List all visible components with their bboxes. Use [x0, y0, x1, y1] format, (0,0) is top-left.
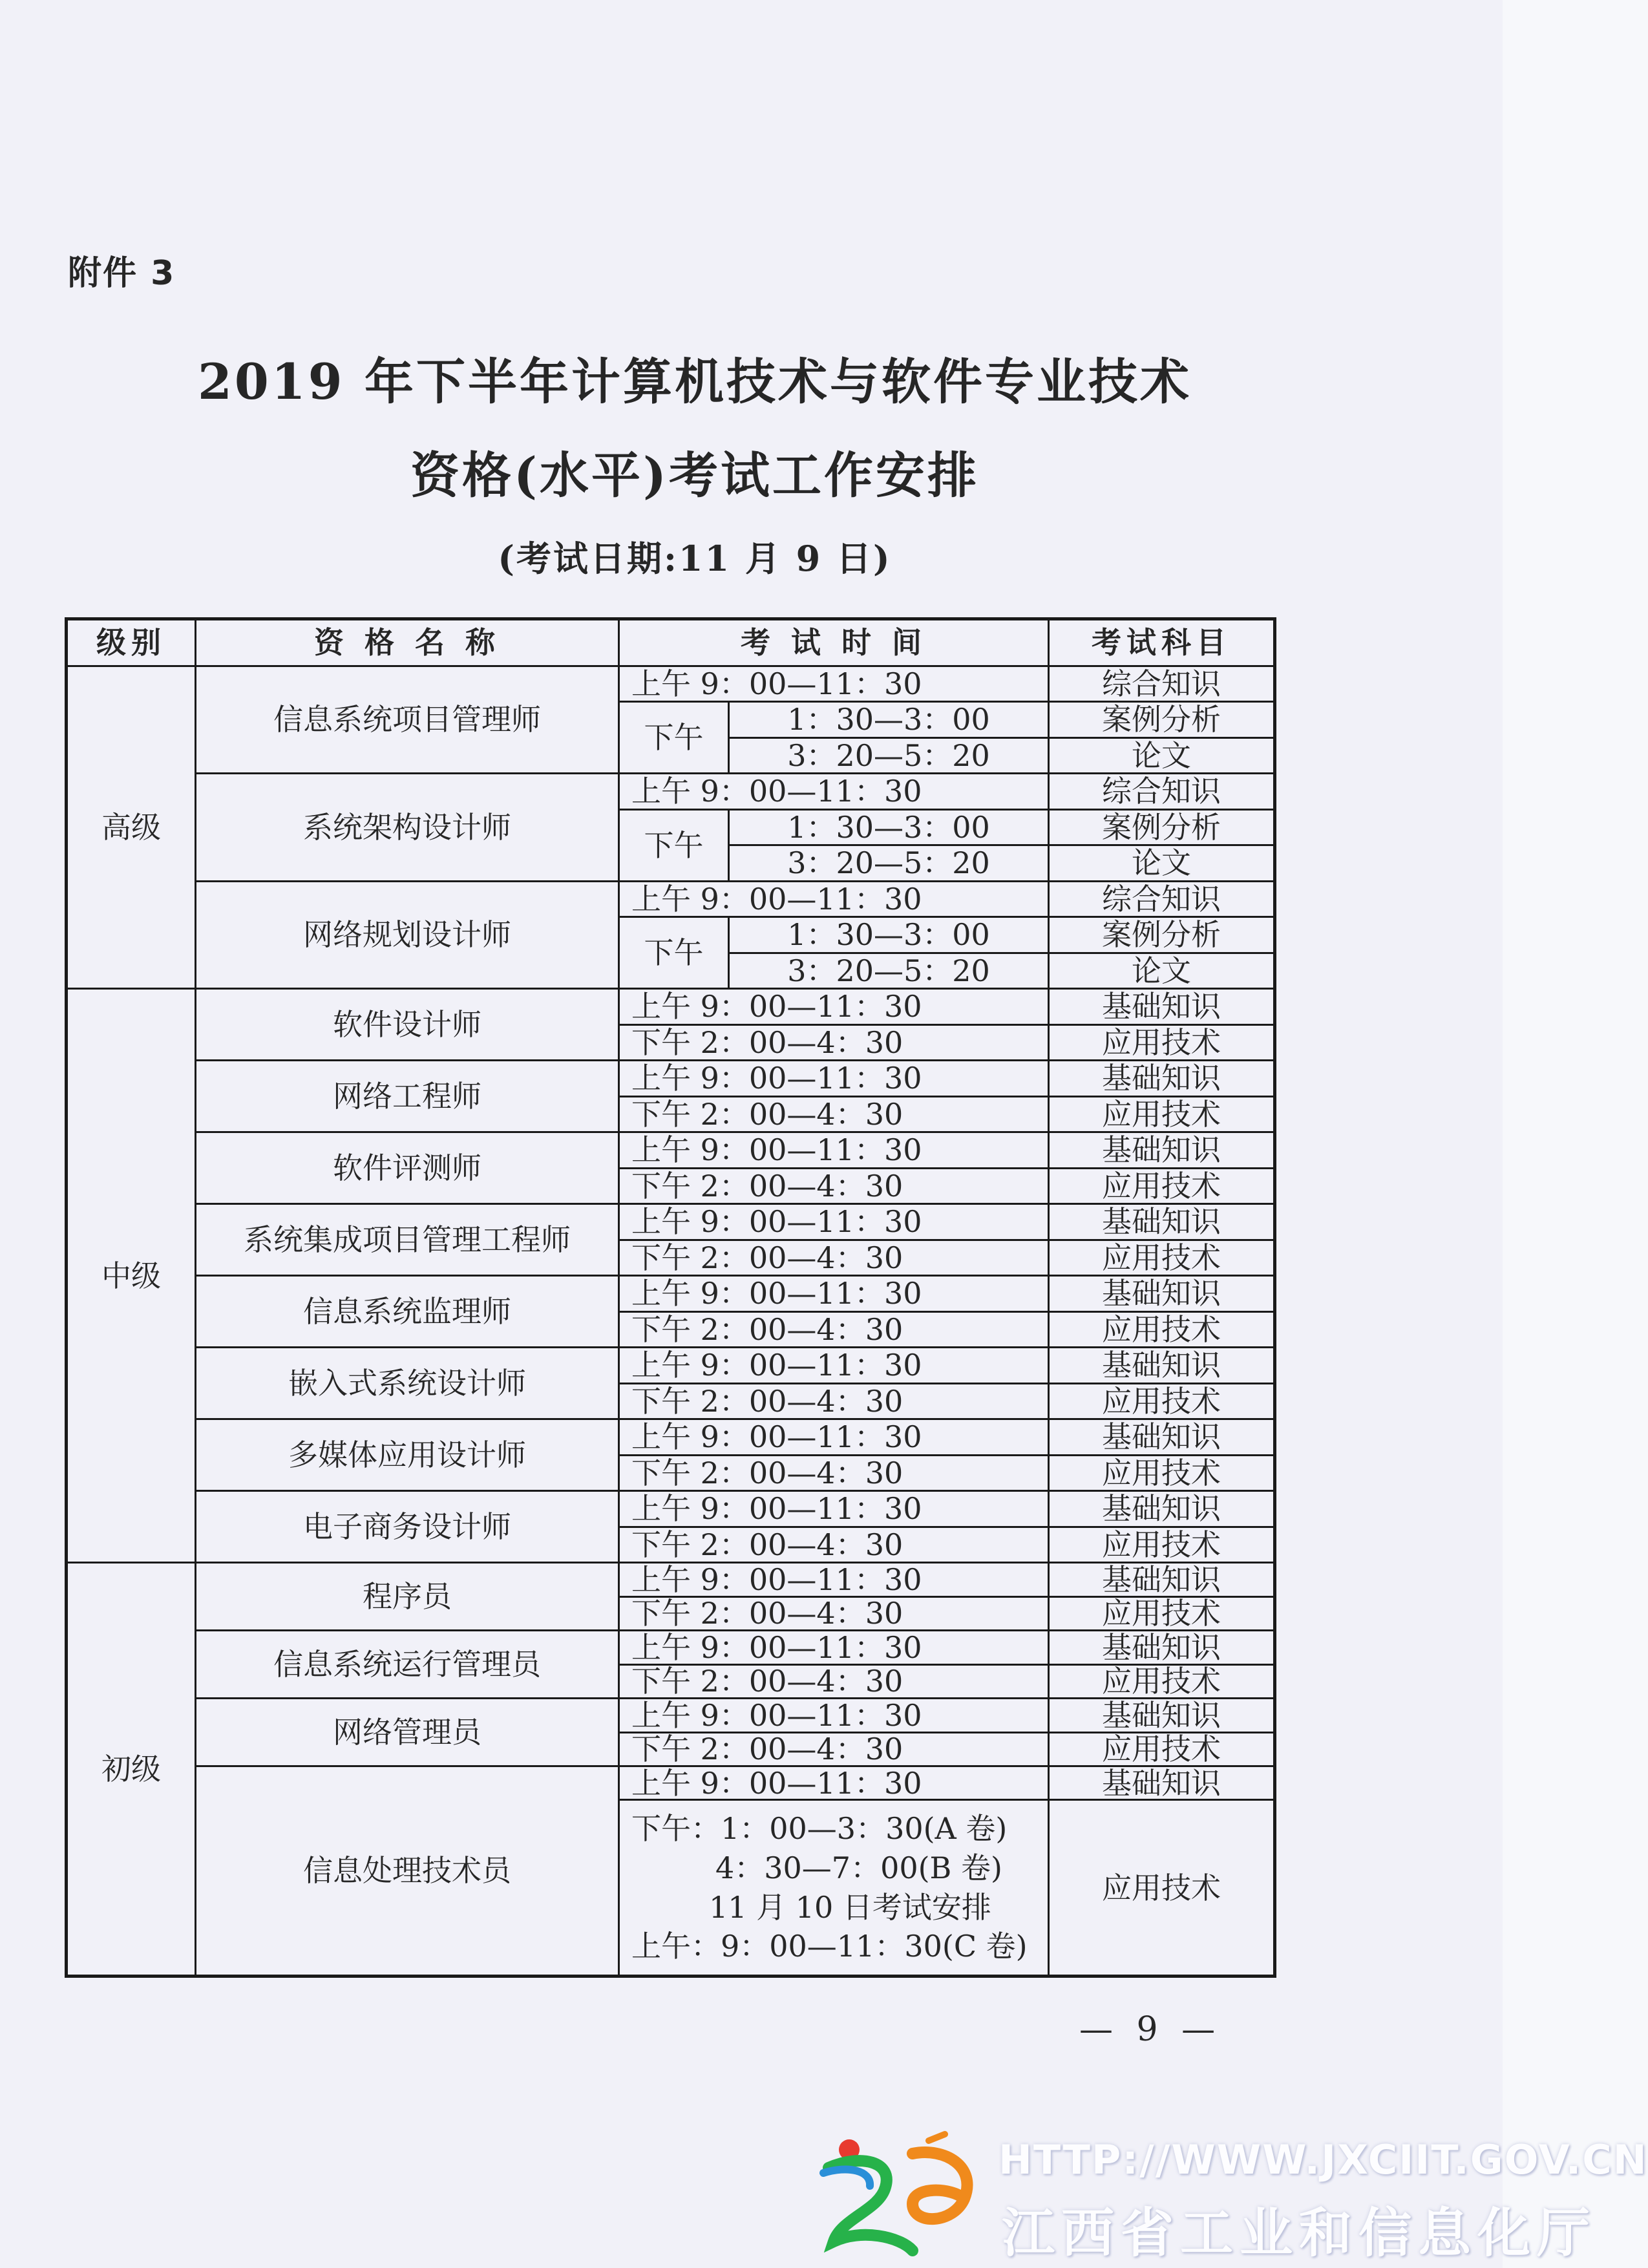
am-session-time: 上午 9：00—11：30	[619, 1491, 1049, 1527]
document-title-line-2: 资格(水平)考试工作安排	[410, 447, 979, 504]
level-intermediate: 中级	[67, 989, 196, 1563]
pm-session-time: 下午 2：00—4：30	[619, 1527, 1049, 1563]
am-subject: 基础知识	[1049, 1204, 1275, 1240]
pm-session-time: 下午 2：00—4：30	[619, 1455, 1049, 1491]
am-subject: 综合知识	[1049, 881, 1275, 917]
pm-session-2-time: 3：20—5：20	[729, 845, 1049, 882]
pm-session-2-time: 3：20—5：20	[729, 737, 1049, 774]
pm-subject: 应用技术	[1049, 1732, 1275, 1766]
am-subject: 基础知识	[1049, 1563, 1275, 1596]
header-exam-time: 考 试 时 间	[619, 619, 1049, 666]
header-level: 级别	[67, 619, 196, 666]
pm-schedule-line: 11 月 10 日考试安排	[709, 1889, 991, 1925]
jxciit-logo-icon	[816, 2128, 990, 2257]
pm-subject-2: 论文	[1049, 953, 1275, 989]
am-subject: 基础知识	[1049, 1491, 1275, 1527]
qualification-name: 电子商务设计师	[196, 1491, 619, 1563]
table-row	[67, 1491, 1275, 1527]
pm-subject: 应用技术	[1049, 1455, 1275, 1491]
pm-session-time: 下午 2：00—4：30	[619, 1024, 1049, 1061]
pm-subject: 应用技术	[1049, 1311, 1275, 1348]
am-session-time: 上午 9：00—11：30	[619, 1699, 1049, 1732]
table-row	[67, 1563, 1275, 1596]
watermark-url: HTTP://WWW.JXCIIT.GOV.CN	[998, 2136, 1648, 2183]
watermark-organization: 江西省工业和信息化厅	[1002, 2203, 1597, 2264]
table-row	[67, 1348, 1275, 1384]
am-session-time: 上午 9：00—11：30	[619, 1061, 1049, 1097]
level-senior: 高级	[67, 666, 196, 989]
pm-subject: 应用技术	[1049, 1383, 1275, 1419]
table-row	[67, 989, 1275, 1025]
am-subject: 综合知识	[1049, 774, 1275, 810]
am-subject: 基础知识	[1049, 1276, 1275, 1312]
table-row	[67, 1631, 1275, 1664]
pm-subject-2: 论文	[1049, 737, 1275, 774]
pm-session-time: 下午 2：00—4：30	[619, 1168, 1049, 1204]
pm-subject: 应用技术	[1049, 1664, 1275, 1698]
table-row	[67, 1204, 1275, 1240]
pm-schedule-line: 上午：9：00—11：30(C 卷)	[631, 1929, 1028, 1964]
pm-subject: 应用技术	[1049, 1240, 1275, 1276]
document-title-line-1: 2019 年下半年计算机技术与软件专业技术	[198, 353, 1192, 410]
pm-session-time: 下午 2：00—4：30	[619, 1311, 1049, 1348]
table-row	[67, 1419, 1275, 1456]
table-row	[67, 1766, 1275, 1799]
qualification-name: 系统架构设计师	[196, 774, 619, 882]
qualification-name: 程序员	[196, 1563, 619, 1631]
am-session-time: 上午 9：00—11：30	[619, 881, 1049, 917]
pm-subject-1: 案例分析	[1049, 702, 1275, 738]
page-edge	[1503, 0, 1648, 2268]
am-subject: 基础知识	[1049, 1766, 1275, 1799]
am-session-time: 上午 9：00—11：30	[619, 1563, 1049, 1596]
qualification-name: 信息处理技术员	[196, 1766, 619, 1976]
pm-session-label: 下午	[619, 702, 729, 774]
qualification-name: 软件设计师	[196, 989, 619, 1061]
am-session-time: 上午 9：00—11：30	[619, 1348, 1049, 1384]
pm-session-label: 下午	[619, 917, 729, 989]
pm-subject: 应用技术	[1049, 1596, 1275, 1630]
am-subject: 基础知识	[1049, 1699, 1275, 1732]
pm-session-time: 下午 2：00—4：30	[619, 1596, 1049, 1630]
table-row	[67, 881, 1275, 917]
pm-session-time: 下午 2：00—4：30	[619, 1240, 1049, 1276]
am-session-time: 上午 9：00—11：30	[619, 1766, 1049, 1799]
table-row	[67, 1061, 1275, 1097]
pm-subject: 应用技术	[1049, 1024, 1275, 1061]
table-row	[67, 774, 1275, 810]
pm-subject: 应用技术	[1049, 1096, 1275, 1132]
am-subject: 基础知识	[1049, 1631, 1275, 1664]
am-subject: 基础知识	[1049, 1419, 1275, 1456]
am-subject: 基础知识	[1049, 1132, 1275, 1169]
exam-date-subtitle: (考试日期:11 月 9 日)	[498, 538, 892, 579]
pm-subject-2: 论文	[1049, 845, 1275, 882]
pm-schedule-line: 下午：1：00—3：30(A 卷)	[631, 1811, 1008, 1847]
level-junior: 初级	[67, 1563, 196, 1977]
qualification-name: 网络规划设计师	[196, 881, 619, 989]
qualification-name: 嵌入式系统设计师	[196, 1348, 619, 1419]
pm-session-time: 下午 2：00—4：30	[619, 1664, 1049, 1698]
qualification-name: 软件评测师	[196, 1132, 619, 1204]
qualification-name: 网络管理员	[196, 1699, 619, 1766]
qualification-name: 系统集成项目管理工程师	[196, 1204, 619, 1276]
am-session-time: 上午 9：00—11：30	[619, 1132, 1049, 1169]
qualification-name: 信息系统项目管理师	[196, 666, 619, 774]
qualification-name: 网络工程师	[196, 1061, 619, 1132]
am-session-time: 上午 9：00—11：30	[619, 989, 1049, 1025]
pm-subject: 应用技术	[1049, 1168, 1275, 1204]
pm-subject: 应用技术	[1049, 1527, 1275, 1563]
pm-session-time: 下午 2：00—4：30	[619, 1096, 1049, 1132]
table-row	[67, 1276, 1275, 1312]
am-session-time: 上午 9：00—11：30	[619, 1631, 1049, 1664]
pm-session-schedule	[619, 1800, 1049, 1977]
table-header-row	[67, 619, 1275, 666]
attachment-label: 附件 3	[68, 254, 176, 293]
pm-session-1-time: 1：30—3：00	[729, 917, 1049, 953]
qualification-name: 信息系统监理师	[196, 1276, 619, 1348]
table-row	[67, 1699, 1275, 1732]
am-subject: 基础知识	[1049, 1061, 1275, 1097]
pm-session-time: 下午 2：00—4：30	[619, 1732, 1049, 1766]
am-session-time: 上午 9：00—11：30	[619, 1204, 1049, 1240]
am-subject: 基础知识	[1049, 989, 1275, 1025]
pm-session-label: 下午	[619, 809, 729, 881]
pm-session-1-time: 1：30—3：00	[729, 702, 1049, 738]
qualification-name: 信息系统运行管理员	[196, 1631, 619, 1699]
pm-session-time: 下午 2：00—4：30	[619, 1383, 1049, 1419]
pm-session-2-time: 3：20—5：20	[729, 953, 1049, 989]
page-number: — 9 —	[1079, 2010, 1222, 2049]
header-subject: 考试科目	[1049, 619, 1275, 666]
exam-schedule-table	[65, 617, 1276, 1978]
header-qualification: 资 格 名 称	[196, 619, 619, 666]
am-session-time: 上午 9：00—11：30	[619, 1419, 1049, 1456]
am-subject: 综合知识	[1049, 666, 1275, 702]
pm-subject-1: 案例分析	[1049, 809, 1275, 845]
pm-subject-1: 案例分析	[1049, 917, 1275, 953]
table-row	[67, 666, 1275, 702]
qualification-name: 多媒体应用设计师	[196, 1419, 619, 1491]
am-session-time: 上午 9：00—11：30	[619, 774, 1049, 810]
am-subject: 基础知识	[1049, 1348, 1275, 1384]
pm-schedule-line: 4：30—7：00(B 卷)	[715, 1850, 1002, 1885]
am-session-time: 上午 9：00—11：30	[619, 1276, 1049, 1312]
table-row	[67, 1132, 1275, 1169]
pm-subject: 应用技术	[1049, 1800, 1275, 1977]
am-session-time: 上午 9：00—11：30	[619, 666, 1049, 702]
pm-session-1-time: 1：30—3：00	[729, 809, 1049, 845]
